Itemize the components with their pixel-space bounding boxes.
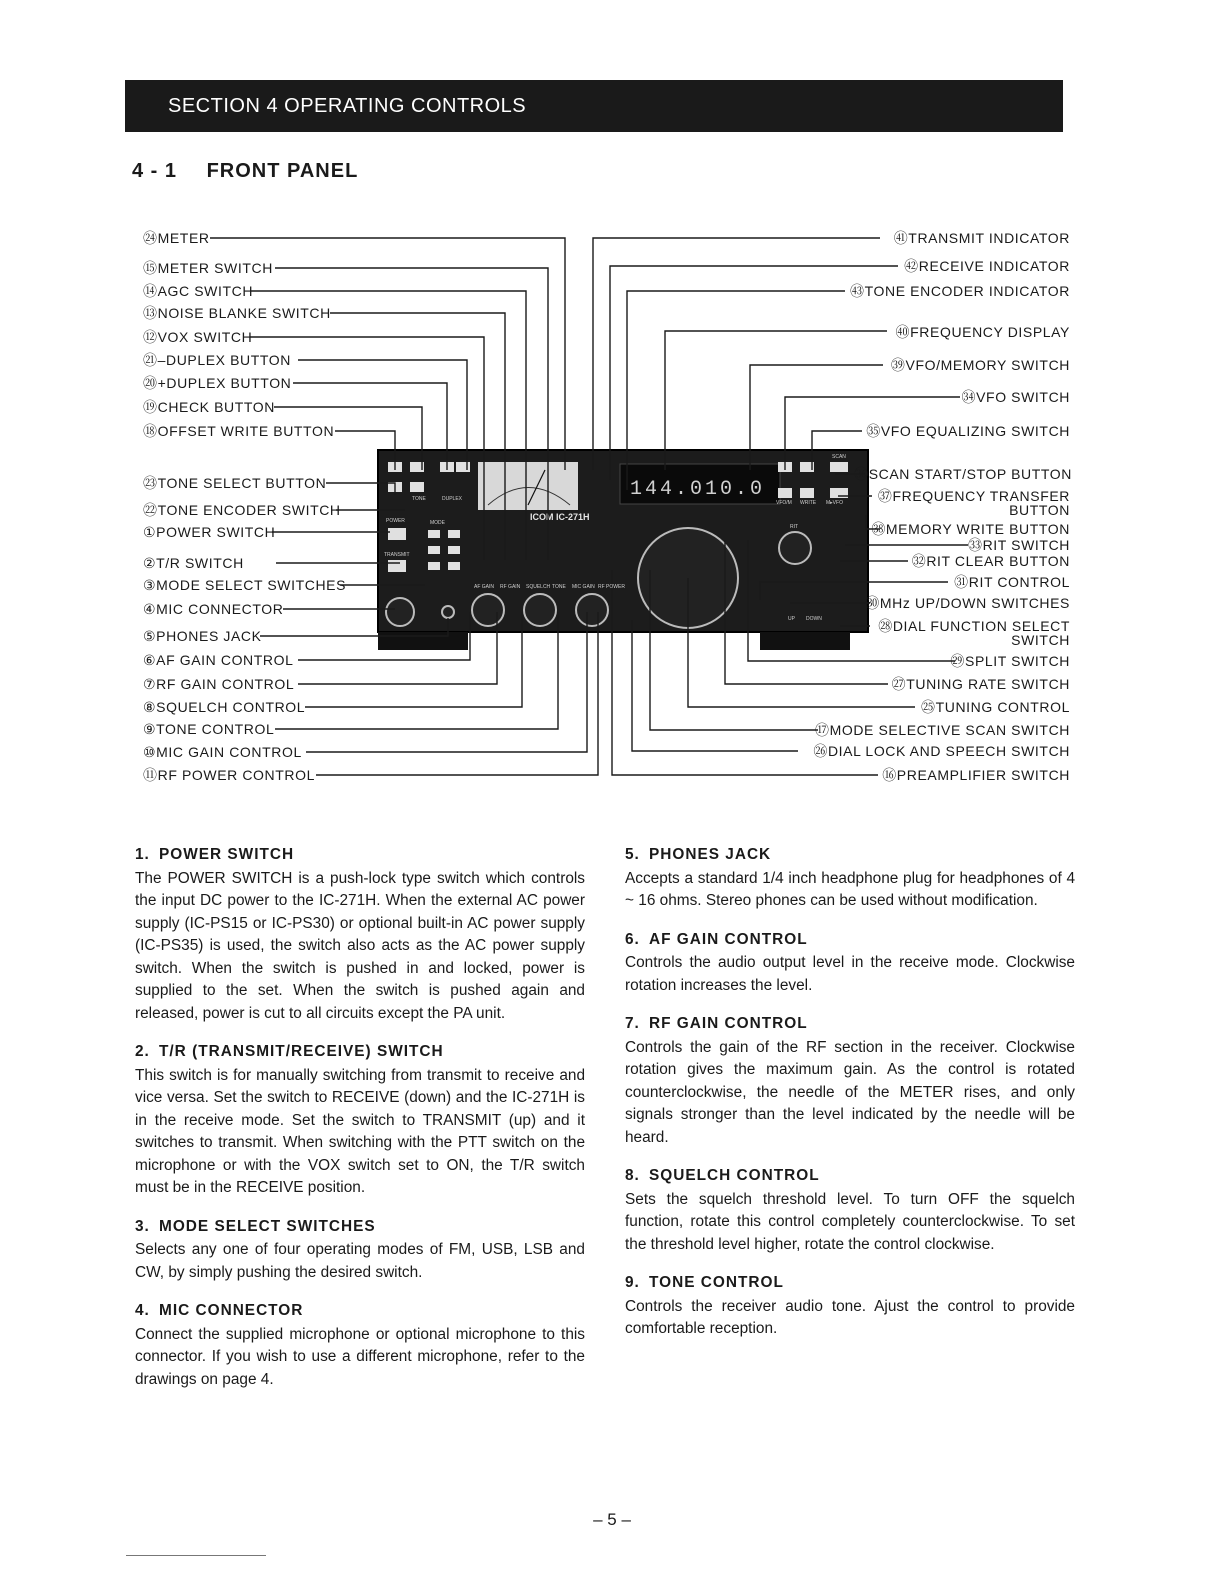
mode-button[interactable] (428, 530, 440, 538)
callout-label: ㊸TONE ENCODER INDICATOR (850, 283, 1070, 299)
panel-button[interactable] (778, 488, 792, 498)
callout-label: ㉜RIT CLEAR BUTTON (911, 553, 1070, 569)
mode-button[interactable] (448, 546, 460, 554)
svg-text:TONE: TONE (412, 496, 426, 502)
model-label: ICOM IC-271H (530, 512, 590, 522)
left-callout-labels (143, 230, 346, 783)
callout-label: ⑦RF GAIN CONTROL (143, 676, 295, 692)
frequency-display-digits: 144.010.0 (630, 478, 766, 501)
section-item: 8. SQUELCH CONTROL Sets the squelch threshold level. To turn OFF the squelch function, rotate this control completely counterclockwise. To set the threshold level higher, rotate the control clockwise. (625, 1165, 1075, 1256)
callout-label: ⑧SQUELCH CONTROL (143, 699, 306, 715)
mic-gain-knob[interactable] (576, 594, 608, 626)
callout-label: ⑭AGC SWITCH (143, 283, 254, 299)
svg-text:SCAN: SCAN (832, 454, 846, 460)
callout-label: ㊴VFO/MEMORY SWITCH (890, 357, 1070, 373)
item-body: Controls the audio output level in the receive mode. Clockwise rotation increases the level. (625, 954, 1075, 994)
section-item: 2. T/R (TRANSMIT/RECEIVE) SWITCH This switch is for manually switching from transmit to receive and vice versa. Set the switch to RECEIVE (down) and the IC-271H is in the receive mode. Set the switch to TRANSMIT (up) and it switches to transmit. When switching with the PTT switch on the microphone or with the VOX switch set to ON, the T/R switch must be in the RECEIVE position. (135, 1041, 585, 1200)
tr-switch[interactable] (388, 560, 406, 572)
callout-label: ㊷RECEIVE INDICATOR (904, 258, 1070, 274)
callout-label: ①POWER SWITCH (143, 524, 276, 540)
svg-text:M▸VFO: M▸VFO (826, 500, 843, 506)
section-item: 1. POWER SWITCH The POWER SWITCH is a push-lock type switch which controls the input DC power to the IC-271H. When the external AC power supply (IC-PS15 or IC-PS30) or optional built-in AC power supply (IC-PS35) is used, the switch also acts as the AC power supply switch. When the switch is pushed in and locked, power is supplied to the set. When the switch is pushed again and released, power is cut to all circuits except the PA unit. (135, 844, 585, 1025)
mode-button[interactable] (448, 530, 460, 538)
right-text-column (625, 844, 1075, 1357)
callout-label: ④MIC CONNECTOR (143, 601, 284, 617)
panel-button[interactable] (456, 462, 470, 472)
callout-label: ㊳MEMORY WRITE BUTTON (871, 521, 1070, 537)
page-number: – 5 – (593, 1510, 631, 1529)
item-title: AF GAIN CONTROL (649, 930, 808, 948)
scan-button[interactable] (830, 462, 848, 472)
item-title: PHONES JACK (649, 846, 772, 863)
callout-label: ⑯PREAMPLIFIER SWITCH (882, 767, 1070, 783)
callout-label: ⑳+DUPLEX BUTTON (143, 375, 292, 391)
callout-label: ㊲FREQUENCY TRANSFER (877, 488, 1070, 504)
callout-label: ㉚MHz UP/DOWN SWITCHES (865, 595, 1070, 611)
svg-text:RF POWER: RF POWER (598, 584, 625, 590)
svg-text:AF GAIN: AF GAIN (474, 584, 495, 590)
callout-label: ⑮METER SWITCH (143, 260, 273, 276)
callout-label: ⑪RF POWER CONTROL (143, 767, 315, 783)
callout-label: ㉕TUNING CONTROL (920, 699, 1070, 715)
callout-label: ⑲CHECK BUTTON (143, 399, 276, 415)
mode-button[interactable] (428, 546, 440, 554)
callout-label: ㉗TUNING RATE SWITCH (891, 676, 1070, 692)
left-text-column (135, 844, 585, 1407)
callout-label: ⑩MIC GAIN CONTROL (143, 744, 302, 760)
svg-text:MODE: MODE (430, 520, 445, 526)
section-item: 4. MIC CONNECTOR Connect the supplied microphone or optional microphone to this connector. If you wish to use a different microphone, refer to the drawings on page 4. (135, 1300, 585, 1391)
svg-text:UP: UP (788, 616, 795, 622)
callout-label: ㉘DIAL FUNCTION SELECT (878, 618, 1070, 634)
callout-label: ㉝RIT SWITCH (967, 537, 1070, 553)
svg-text:TONE: TONE (552, 584, 566, 590)
item-title: MIC CONNECTOR (159, 1302, 304, 1319)
callout-label: ㉑–DUPLEX BUTTON (143, 352, 292, 368)
meter-window (478, 462, 578, 510)
section-item: 9. TONE CONTROL Controls the receiver audio tone. Ajust the control to provide comfortable reception. (625, 1272, 1075, 1341)
callout-label: ㉖DIAL LOCK AND SPEECH SWITCH (813, 743, 1070, 759)
callout-label: ㉞VFO SWITCH (961, 389, 1070, 405)
callout-label-continued: SWITCH (1011, 632, 1070, 648)
af-rf-gain-knob[interactable] (472, 594, 504, 626)
section-item: 7. RF GAIN CONTROL Controls the gain of the RF section in the receiver. Clockwise rotation gives the maximum gain. As the control is rotated counterclockwise, the needle of the METER rises, and only signals stronger than the level indicated by the needle will be heard. (625, 1013, 1075, 1149)
item-body: Accepts a standard 1/4 inch headphone plug for headphones of 4 ~ 16 ohms. Stereo phones can be used without modification. (625, 869, 1075, 909)
svg-text:WRITE: WRITE (800, 500, 817, 506)
svg-text:DUPLEX: DUPLEX (442, 496, 463, 502)
callout-label: ㉙SPLIT SWITCH (950, 653, 1070, 669)
svg-text:DOWN: DOWN (806, 616, 822, 622)
svg-text:VFO/M: VFO/M (776, 500, 792, 506)
item-body: Connect the supplied microphone or optional microphone to this connector. If you wish to use a different microphone, refer to the drawings on page 4. (135, 1325, 585, 1388)
bottom-rule (126, 1555, 266, 1556)
item-body: Controls the gain of the RF section in the receiver. Clockwise rotation gives the maximum gain. As the control is rotated counterclockwise, the needle of the METER rises, and only signals stronger than the level indicated by the needle will be heard. (625, 1038, 1075, 1146)
callout-label: ③MODE SELECT SWITCHES (143, 577, 347, 593)
item-body: Sets the squelch threshold level. To turn OFF the squelch function, rotate this control completely counterclockwise. To set the threshold level higher, rotate the control clockwise. (625, 1190, 1075, 1253)
callout-label: ㉔METER (143, 230, 210, 246)
callout-label: ㉛RIT CONTROL (954, 574, 1070, 590)
mode-button[interactable] (428, 562, 440, 570)
callout-label: ㉒TONE ENCODER SWITCH (143, 502, 341, 518)
callout-label: ⑥AF GAIN CONTROL (143, 652, 294, 668)
squelch-knob[interactable] (524, 594, 556, 626)
item-title: MODE SELECT SWITCHES (159, 1217, 376, 1235)
callout-label: ㊶TRANSMIT INDICATOR (893, 230, 1070, 246)
mode-button[interactable] (448, 562, 460, 570)
item-title: T/R (TRANSMIT/RECEIVE) SWITCH (159, 1043, 444, 1060)
rit-control[interactable] (779, 532, 811, 564)
phones-jack[interactable] (442, 606, 454, 618)
svg-text:TRANSMIT: TRANSMIT (384, 552, 410, 558)
item-body: Controls the receiver audio tone. Ajust the control to provide comfortable reception. (625, 1297, 1075, 1337)
svg-text:SQUELCH: SQUELCH (526, 584, 551, 590)
item-title: RF GAIN CONTROL (649, 1015, 808, 1032)
subsection-number: 4 - 1 (132, 160, 178, 182)
callout-label: ㉓TONE SELECT BUTTON (143, 475, 327, 491)
item-body: This switch is for manually switching from transmit to receive and vice versa. Set the switch to RECEIVE (down) and the IC-271H is in the receive mode. Set the switch to TRANSMIT (up) and it switches to transmit. When switching with the PTT switch on the microphone or with the VOX switch set to ON, the T/R switch must be in the RECEIVE position. (135, 1066, 585, 1196)
callout-label: ㉟VFO EQUALIZING SWITCH (866, 423, 1070, 439)
svg-text:MIC GAIN: MIC GAIN (572, 584, 595, 590)
mic-connector[interactable] (386, 598, 414, 626)
callout-label: ㊱SCAN START/STOP BUTTON (854, 466, 1072, 482)
section-item: 5. PHONES JACK Accepts a standard 1/4 inch headphone plug for headphones of 4 ~ 16 ohms. Stereo phones can be used without modification. (625, 844, 1075, 913)
item-title: SQUELCH CONTROL (649, 1167, 820, 1184)
item-body: Selects any one of four operating modes of FM, USB, LSB and CW, by simply pushing the desired switch. (135, 1241, 585, 1281)
svg-text:RF GAIN: RF GAIN (500, 584, 521, 590)
item-body: The POWER SWITCH is a push-lock type switch which controls the input DC power to the IC-271H. When the external AC power supply (IC-PS15 or IC-PS30) or optional built-in AC power supply (IC-PS35) is used, the switch also acts as the AC power supply switch. When the switch is pushed in and locked, power is supplied to the set. When the switch is pushed again and released, power is cut to all circuits except the PA unit. (135, 869, 585, 1022)
callout-label: ⑱OFFSET WRITE BUTTON (143, 423, 335, 439)
panel-button[interactable] (410, 482, 424, 492)
callout-label: ⑨TONE CONTROL (143, 721, 275, 737)
section-item: 6. AF GAIN CONTROL Controls the audio output level in the receive mode. Clockwise rotation increases the level. (625, 929, 1075, 998)
panel-button[interactable] (800, 488, 814, 498)
section-title: SECTION 4 OPERATING CONTROLS (168, 95, 527, 117)
section-item: 3. MODE SELECT SWITCHES Selects any one of four operating modes of FM, USB, LSB and CW, by simply pushing the desired switch. (135, 1216, 585, 1285)
callout-label: ⑫VOX SWITCH (143, 329, 253, 345)
callout-label: ㊵FREQUENCY DISPLAY (895, 324, 1070, 340)
callout-label: ②T/R SWITCH (143, 555, 244, 571)
item-title: TONE CONTROL (649, 1274, 784, 1291)
svg-text:RIT: RIT (790, 524, 799, 530)
callout-label-continued: BUTTON (1009, 502, 1070, 518)
callout-label: ⑬NOISE BLANKE SWITCH (143, 305, 331, 321)
power-switch[interactable] (388, 528, 406, 540)
svg-text:POWER: POWER (386, 518, 405, 524)
subsection-title: FRONT PANEL (206, 160, 359, 182)
callout-label: ⑤PHONES JACK (143, 628, 262, 644)
callout-label: ⑰MODE SELECTIVE SCAN SWITCH (814, 722, 1070, 738)
item-title: POWER SWITCH (159, 846, 295, 863)
